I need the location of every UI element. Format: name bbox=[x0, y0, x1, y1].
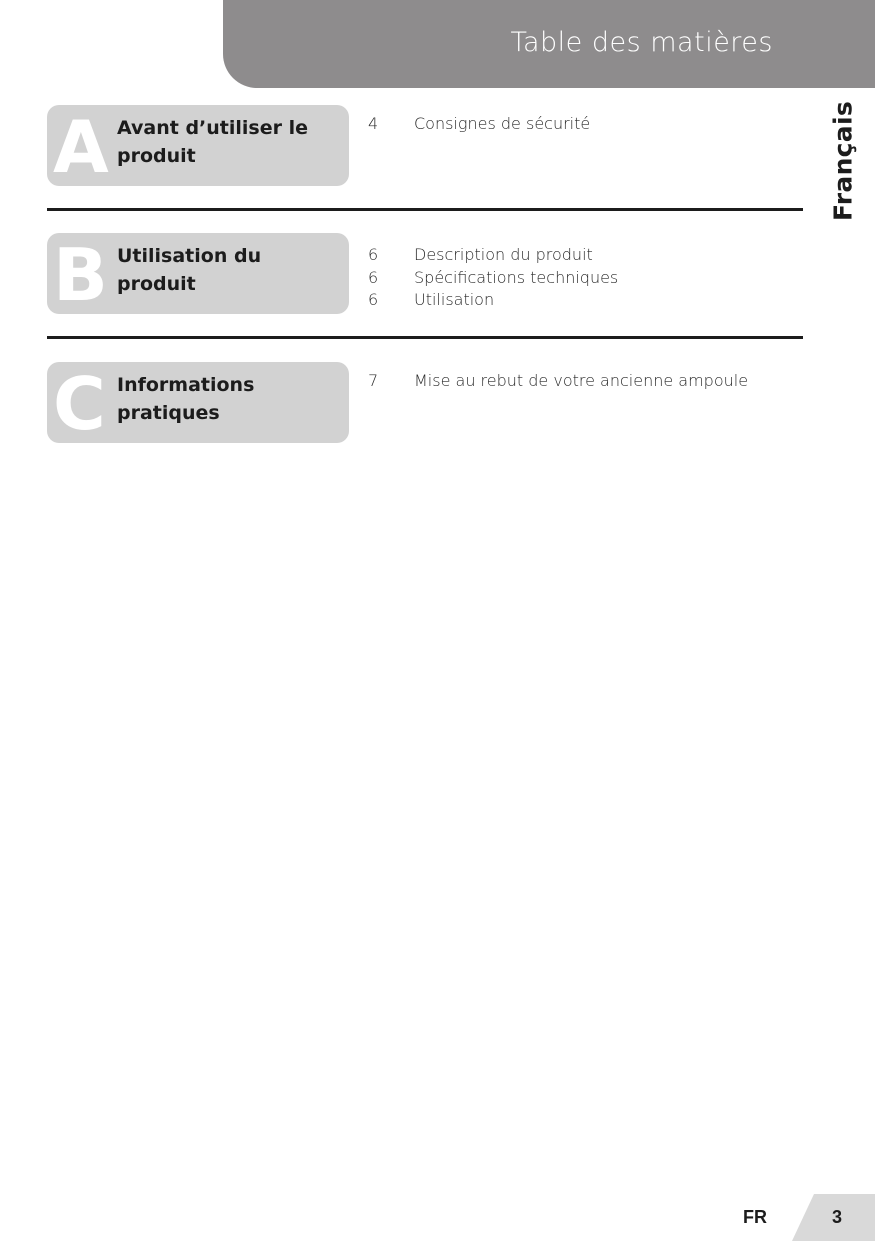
section-letter: C bbox=[53, 362, 106, 443]
toc-entry-label: Description du produit bbox=[414, 245, 593, 264]
language-tab bbox=[823, 100, 863, 222]
toc-entry[interactable] bbox=[368, 113, 590, 136]
toc-entry-label: Spécifications techniques bbox=[414, 267, 619, 287]
section-b-entries bbox=[368, 244, 618, 312]
section-letter: B bbox=[53, 233, 108, 314]
section-a-entries bbox=[368, 113, 590, 136]
section-divider bbox=[47, 208, 803, 211]
section-title: Avant d’utiliser le produit bbox=[117, 117, 309, 167]
toc-entry[interactable] bbox=[368, 289, 618, 312]
toc-entry-page: 6 bbox=[368, 267, 379, 287]
section-letter: A bbox=[53, 105, 109, 186]
page-title: Table des matières bbox=[510, 27, 773, 58]
section-title: Utilisation du produit bbox=[117, 245, 262, 295]
header-bar bbox=[223, 0, 875, 88]
section-title: Informations pratiques bbox=[117, 374, 255, 424]
toc-entry-page: 6 bbox=[368, 290, 379, 309]
section-a-box[interactable] bbox=[47, 105, 349, 186]
footer-language-code: FR bbox=[743, 1207, 767, 1227]
toc-entry[interactable] bbox=[368, 370, 748, 393]
toc-entry-page: 6 bbox=[368, 245, 379, 264]
section-c-entries bbox=[368, 370, 748, 393]
toc-entry-label: Mise au rebut de votre ancienne ampoule bbox=[414, 371, 749, 390]
toc-entry-label: Consignes de sécurité bbox=[414, 114, 591, 133]
toc-entry-page: 4 bbox=[368, 114, 379, 133]
toc-entry[interactable] bbox=[368, 244, 618, 267]
toc-entry-page: 7 bbox=[368, 371, 379, 390]
section-c-box[interactable] bbox=[47, 362, 349, 443]
toc-entry-label: Utilisation bbox=[414, 290, 495, 309]
toc-entry[interactable] bbox=[368, 267, 618, 290]
language-label: Français bbox=[828, 100, 858, 222]
section-divider bbox=[47, 336, 803, 339]
page-number: 3 bbox=[832, 1207, 843, 1227]
section-b-box[interactable] bbox=[47, 233, 349, 314]
